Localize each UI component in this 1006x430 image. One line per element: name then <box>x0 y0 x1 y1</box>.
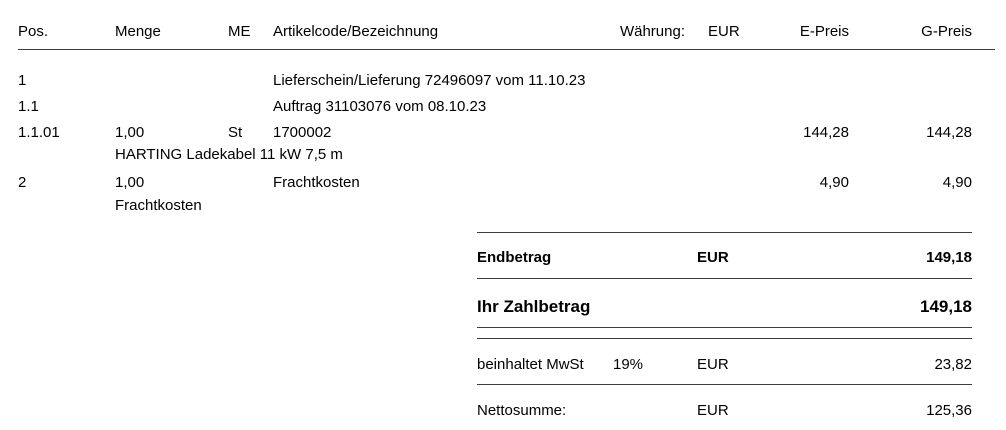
items-table-header <box>18 0 995 49</box>
items-table <box>18 0 995 419</box>
row-artikel: Lieferschein/Lieferung 72496097 vom 11.10.23 <box>273 72 586 89</box>
row-gpreis: 144,28 <box>926 124 972 141</box>
row-description-text: HARTING Ladekabel 11 kW 7,5 m <box>115 146 343 163</box>
row-menge <box>115 72 228 89</box>
mwst-currency: EUR <box>697 356 729 373</box>
row-me <box>228 174 273 191</box>
col-header-menge: Menge <box>115 23 161 40</box>
endbetrag-amount: 149,18 <box>926 249 972 266</box>
endbetrag-label: Endbetrag <box>477 249 552 266</box>
row-menge: 1,00 <box>115 124 145 141</box>
col-header-pos: Pos. <box>18 23 49 40</box>
col-header-epreis: E-Preis <box>799 23 849 40</box>
zahlbetrag-amount: 149,18 <box>920 297 972 316</box>
row-menge <box>115 98 228 115</box>
table-row <box>18 174 995 191</box>
endbetrag-row <box>477 232 972 279</box>
nettosumme-currency: EUR <box>697 402 729 419</box>
header-rule <box>18 49 995 50</box>
zahlbetrag-row <box>477 279 972 328</box>
col-header-artikelcode: Artikelcode/Bezeichnung <box>273 23 439 40</box>
table-row-description <box>18 197 995 214</box>
row-artikel: Auftrag 31103076 vom 08.10.23 <box>273 98 487 115</box>
mwst-amount: 23,82 <box>934 356 972 373</box>
row-me <box>228 98 273 115</box>
col-header-gpreis: G-Preis <box>921 23 972 40</box>
mwst-rate: 19% <box>613 356 644 373</box>
row-description-text: Frachtkosten <box>115 197 202 214</box>
totals-divider-gap <box>477 328 972 338</box>
col-header-waehrung: Währung: <box>619 23 685 40</box>
row-artikel: 1700002 <box>273 124 332 141</box>
row-gpreis: 4,90 <box>942 174 972 191</box>
zahlbetrag-label: Ihr Zahlbetrag <box>477 297 591 316</box>
row-pos: 2 <box>18 174 27 191</box>
row-pos: 1 <box>18 72 27 89</box>
row-epreis: 144,28 <box>803 124 849 141</box>
row-epreis <box>755 98 849 115</box>
row-epreis: 4,90 <box>819 174 849 191</box>
col-header-me: ME <box>228 23 251 40</box>
table-row <box>18 98 995 115</box>
row-gpreis <box>849 72 972 89</box>
table-row <box>18 124 995 141</box>
nettosumme-row <box>477 385 972 419</box>
nettosumme-amount: 125,36 <box>926 402 972 419</box>
mwst-label: beinhaltet MwSt <box>477 356 584 373</box>
row-pos: 1.1 <box>18 98 39 115</box>
table-row <box>18 72 995 89</box>
row-gpreis <box>849 98 972 115</box>
row-pos: 1.1.01 <box>18 124 60 141</box>
row-artikel: Frachtkosten <box>273 174 360 191</box>
nettosumme-label: Nettosumme: <box>477 402 567 419</box>
endbetrag-currency: EUR <box>697 249 729 266</box>
row-me <box>228 72 273 89</box>
mwst-row <box>477 338 972 385</box>
col-header-currency: EUR <box>708 23 740 40</box>
row-me: St <box>228 124 243 141</box>
totals-section <box>477 232 972 419</box>
table-row-description <box>18 146 995 163</box>
row-menge: 1,00 <box>115 174 145 191</box>
row-epreis <box>755 72 849 89</box>
